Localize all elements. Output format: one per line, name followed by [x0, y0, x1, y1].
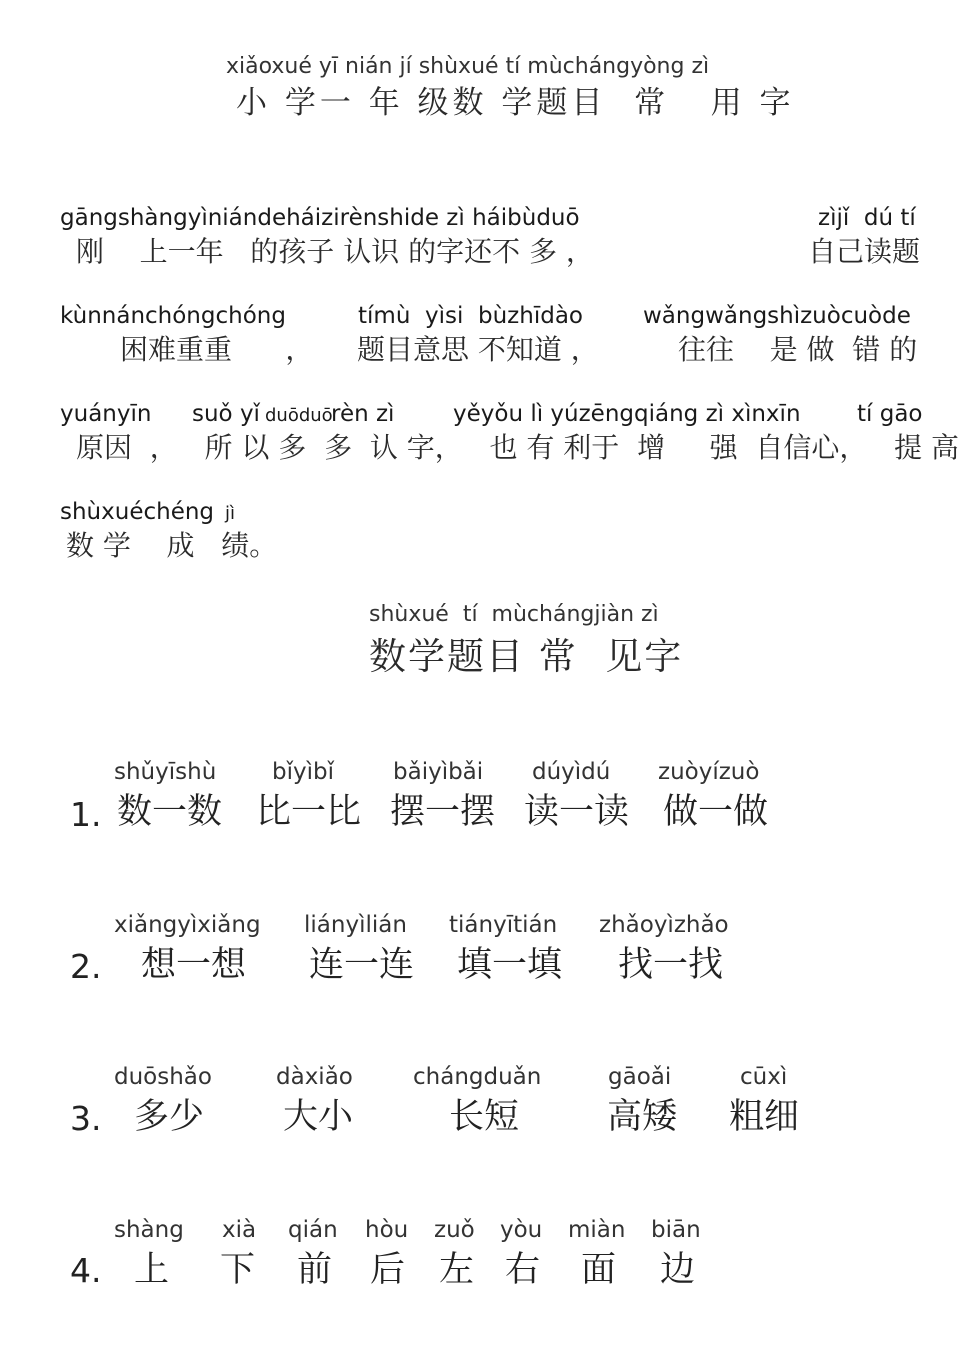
list-item-pinyin: bǐyìbǐ — [272, 759, 334, 785]
list-item-hanzi: 摆一摆 — [390, 792, 496, 832]
title-pinyin: xiǎoxué yī nián jí shùxué tí mùchángyòng zì — [226, 54, 710, 79]
list-item-hanzi: 长短 — [449, 1097, 520, 1137]
list-item-pinyin: bǎiyìbǎi — [393, 759, 484, 785]
list-number: 1. — [70, 795, 102, 834]
list-item-hanzi: 高矮 — [607, 1097, 678, 1137]
list-item-hanzi: 下 — [220, 1250, 256, 1290]
intro-line4-pinyin-a: shùxuéchéng — [60, 499, 215, 525]
list-item-pinyin: shàng — [114, 1217, 184, 1243]
list-item-pinyin: dàxiǎo — [276, 1064, 353, 1090]
list-item-hanzi: 后 — [370, 1250, 406, 1290]
intro-line2-hanzi-c: 往往 是 做 错 的 — [678, 333, 918, 366]
list-item-pinyin: zuǒ — [434, 1217, 475, 1243]
intro-line1-pinyin-left: gāngshàngyìniándeháizirènshide zì háibùduō — [60, 205, 580, 231]
list-item-pinyin: zuòyízuò — [658, 759, 760, 785]
intro-line1-pinyin-right: zìjǐ dú tí — [818, 205, 916, 231]
list-item-pinyin: liányìlián — [304, 912, 407, 938]
list-item-pinyin: miàn — [568, 1217, 626, 1243]
intro-line3-pinyin-b1: suǒ yǐ — [192, 401, 260, 427]
intro-line1-hanzi-left: 刚 上一年 的孩子 认识 的字还不 多 ， — [76, 235, 594, 268]
list-item-hanzi: 边 — [660, 1250, 696, 1290]
section2-title: 数学题目 常 见字 — [369, 635, 684, 678]
intro-line3-pinyin-b3: rèn zì — [331, 401, 395, 427]
list-item-pinyin: hòu — [365, 1217, 409, 1243]
list-item-hanzi: 数一数 — [117, 792, 223, 832]
list-item-hanzi: 右 — [505, 1250, 541, 1290]
list-item-pinyin: shǔyīshù — [114, 759, 217, 785]
list-item-hanzi: 连一连 — [309, 945, 415, 985]
list-item-hanzi: 比一比 — [256, 792, 362, 832]
intro-line1-hanzi-right: 自己读题 — [808, 235, 921, 268]
list-item-hanzi: 读一读 — [524, 792, 630, 832]
list-item-hanzi: 面 — [581, 1250, 617, 1290]
list-number: 4. — [70, 1251, 102, 1290]
list-item-hanzi: 粗细 — [729, 1097, 800, 1137]
list-item-pinyin: tiányītián — [449, 912, 558, 938]
intro-line3-pinyin-a: yuányīn — [60, 401, 152, 427]
list-item-pinyin: zhǎoyìzhǎo — [599, 912, 729, 938]
intro-line4-hanzi: 数 学 成 绩。 — [66, 529, 278, 562]
list-item-hanzi: 大小 — [283, 1097, 354, 1137]
section2-pinyin: shùxué tí mùchángjiàn zì — [369, 602, 659, 627]
list-item-hanzi: 前 — [297, 1250, 333, 1290]
list-item-pinyin: xiǎngyìxiǎng — [114, 912, 261, 938]
list-item-pinyin: biān — [651, 1217, 701, 1243]
intro-line3-hanzi: 原因 ， 所 以 多 多 认 字， 也 有 利于 增 强 自信心， 提 高 — [76, 431, 960, 464]
intro-line2-pinyin-b: tímù yìsi bùzhīdào — [358, 303, 583, 329]
list-item-hanzi: 想一想 — [141, 945, 247, 985]
intro-line2-hanzi-a: 困难重重 ， — [120, 333, 314, 366]
intro-line4-pinyin-b: jì — [225, 503, 236, 524]
list-item-hanzi: 多少 — [134, 1097, 205, 1137]
list-item-pinyin: duōshǎo — [114, 1064, 212, 1090]
list-number: 2. — [70, 947, 102, 986]
intro-line3-pinyin-c: yěyǒu lì yúzēngqiáng zì xìnxīn — [453, 401, 801, 427]
intro-line3-pinyin-d: tí gāo — [857, 401, 923, 427]
list-item-pinyin: gāoǎi — [608, 1064, 672, 1090]
list-item-pinyin: xià — [222, 1217, 257, 1243]
list-item-hanzi: 上 — [134, 1250, 170, 1290]
list-item-pinyin: yòu — [500, 1217, 543, 1243]
list-item-hanzi: 填一填 — [457, 945, 563, 985]
page-title: 小 学一 年 级数 学题目 常 用 字 — [236, 85, 795, 121]
intro-line2-pinyin-a: kùnnánchóngchóng — [60, 303, 286, 329]
list-item-hanzi: 找一找 — [618, 945, 724, 985]
list-item-hanzi: 左 — [439, 1250, 475, 1290]
intro-line2-pinyin-c: wǎngwǎngshìzuòcuòde — [643, 303, 911, 329]
intro-line2-hanzi-b: 题目意思 不知道 ， — [357, 333, 599, 366]
list-item-pinyin: qián — [288, 1217, 338, 1243]
intro-line3-pinyin-b2: duōduō — [265, 405, 333, 426]
list-item-hanzi: 做一做 — [663, 792, 769, 832]
list-item-pinyin: cūxì — [740, 1064, 788, 1090]
list-item-pinyin: dúyìdú — [532, 759, 611, 785]
list-item-pinyin: chángduǎn — [413, 1064, 542, 1090]
list-number: 3. — [70, 1099, 102, 1138]
